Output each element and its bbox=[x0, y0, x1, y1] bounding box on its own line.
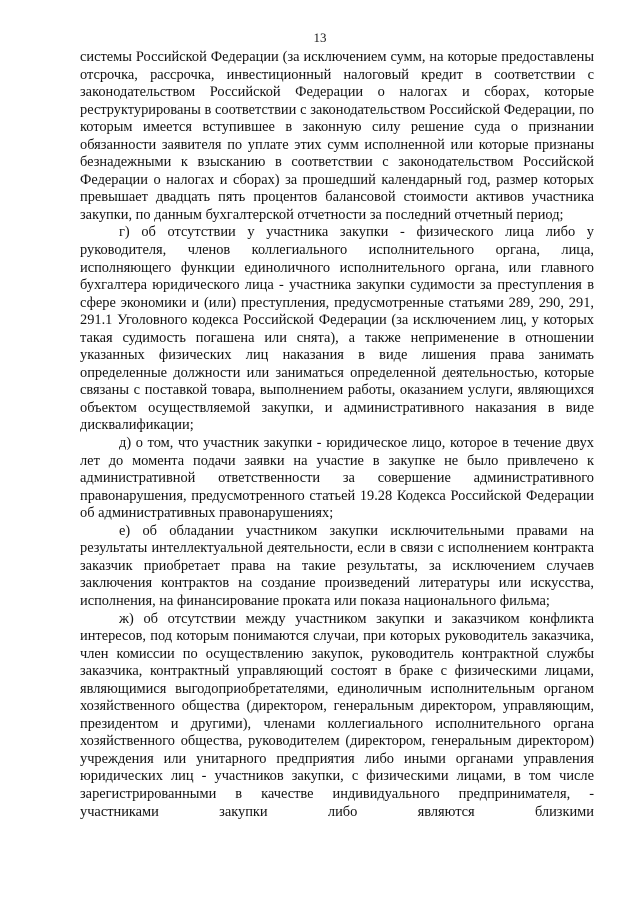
paragraph-item-d: д) о том, что участник закупки - юридическое лицо, которое в течение двух лет до момента подачи заявки на участие в закупке не было привлечено к административной ответственности за совершение административного правонарушения, предусмотренного статьей 19.28 Кодекса Российской Федерации об административных правонарушениях; bbox=[80, 435, 594, 522]
paragraph-item-g: г) об отсутствии у участника закупки - физического лица либо у руководителя, членов коллегиального исполнительного органа, лица, исполняющего функции единоличного исполнительного органа, или главного бухгалтера юридического лица - участника закупки судимости за преступления в сфере экономики и (или) преступления, предусмотренные статьями 289, 290, 291, 291.1 Уголовного кодекса Российской Федерации (за исключением лиц, у которых такая судимость погашена или снята), а также неприменение в отношении указанных физических лиц наказания в виде лишения права занимать определенные должности или заниматься определенной деятельностью, которые связаны с поставкой товара, выполнением работы, оказанием услуги, являющихся объектом осуществляемой закупки, и административного наказания в виде дисквалификации; bbox=[80, 224, 594, 434]
paragraph-item-zh: ж) об отсутствии между участником закупки и заказчиком конфликта интересов, под которым понимаются случаи, при которых руководитель заказчика, член комиссии по осуществлению закупок, руководитель контрактной службы заказчика, контрактный управляющий состоят в браке с физическими лицами, являющимися выгодоприобретателями, единоличным исполнительным органом хозяйственного общества (директором, генеральным директором, управляющим, президентом и другими), членами коллегиального исполнительного органа хозяйственного общества, руководителем (директором, генеральным директором) учреждения или унитарного предприятия либо иными органами управления юридических лиц - участников закупки, с физическими лицами, в том числе зарегистрированными в качестве индивидуального предпринимателя, - участниками закупки либо являются близкими bbox=[80, 610, 594, 820]
page-number: 13 bbox=[313, 30, 327, 45]
document-body bbox=[80, 49, 594, 821]
paragraph-continuation: системы Российской Федерации (за исключением сумм, на которые предоставлены отсрочка, рассрочка, инвестиционный налоговый кредит в соответствии с законодательством Российской Федерации о налогах и сборах, которые реструктурированы в соответствии с законодательством Российской Федерации, по которым имеется вступившее в законную силу решение суда о признании обязанности заявителя по уплате этих сумм исполненной или которые признаны безнадежными к взысканию в соответствии с законодательством Российской Федерации о налогах и сборах) за прошедший календарный год, размер которых превышает двадцать пять процентов балансовой стоимости активов участника закупки, по данным бухгалтерской отчетности за последний отчетный период; bbox=[80, 49, 594, 223]
paragraph-item-e: е) об обладании участником закупки исключительными правами на результаты интеллектуальной деятельности, если в связи с исполнением контракта заказчик приобретает права на такие результаты, за исключением случаев заключения контрактов на создание произведений литературы или искусства, исполнения, на финансирование проката или показа национального фильма; bbox=[80, 522, 594, 609]
